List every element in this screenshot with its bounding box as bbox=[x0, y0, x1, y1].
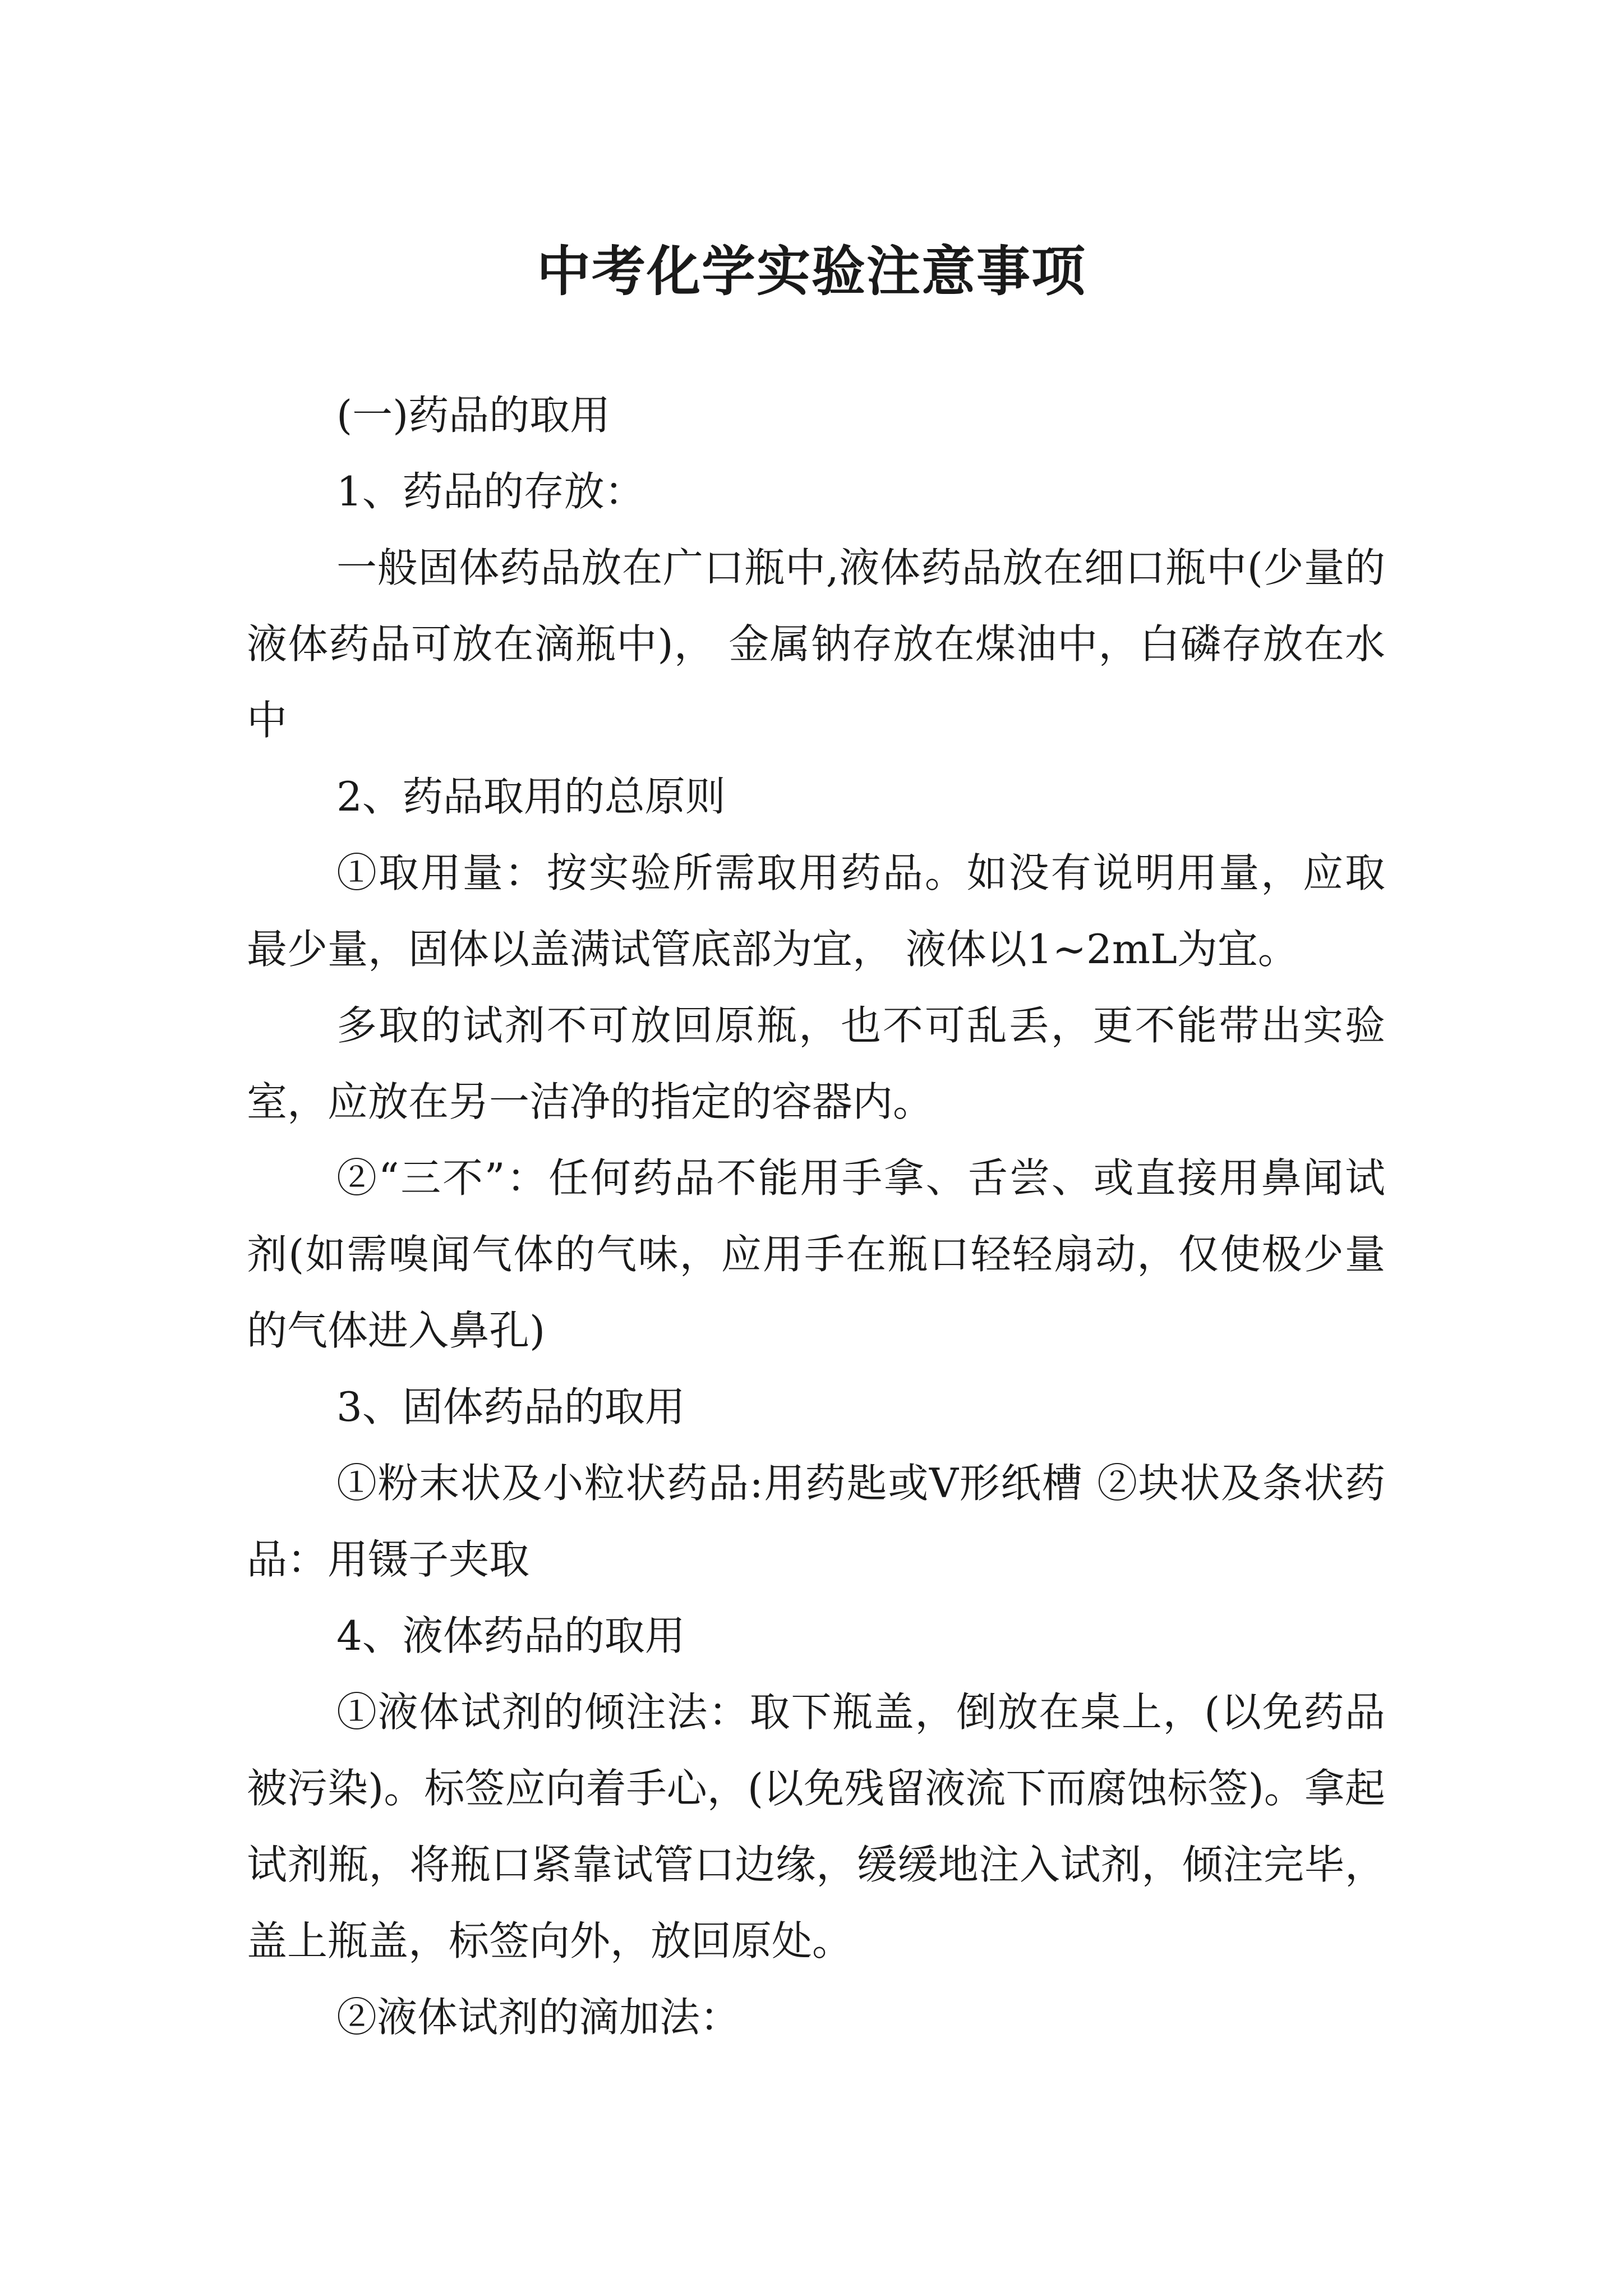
paragraph-pouring-method: ①液体试剂的倾注法：取下瓶盖，倒放在桌上，(以免药品被污染)。标签应向着手心，(以免残留液流下而腐蚀标签)。拿起试剂瓶，将瓶口紧靠试管口边缘，缓缓地注入试剂，倾注完毕，盖上瓶盖，标签向外，放回原处。 bbox=[247, 1688, 1385, 1964]
subheading-solid-reagents: 3、固体药品的取用 bbox=[336, 1383, 685, 1430]
subheading-general-principles: 2、药品取用的总原则 bbox=[336, 773, 726, 820]
paragraph-dosage-rule: ①取用量：按实验所需取用药品。如没有说明用量，应取最少量，固体以盖满试管底部为宜， 液体以1~2mL为宜。 bbox=[247, 849, 1385, 973]
page-title: 中考化学实验注意事项 bbox=[537, 240, 1086, 303]
paragraph-solid-methods: ①粉末状及小粒状药品:用药匙或V形纸槽 ②块状及条状药品：用镊子夹取 bbox=[247, 1460, 1385, 1583]
paragraph-excess-reagent: 多取的试剂不可放回原瓶，也不可乱丢，更不能带出实验室，应放在另一洁净的指定的容器内。 bbox=[247, 1002, 1385, 1125]
paragraph-storage-rules: 一般固体药品放在广口瓶中,液体药品放在细口瓶中(少量的液体药品可放在滴瓶中)， 金属钠存放在煤油中，白磷存放在水中 bbox=[247, 544, 1385, 744]
paragraph-dropping-method: ②液体试剂的滴加法： bbox=[336, 1994, 741, 2041]
subheading-drug-storage: 1、药品的存放： bbox=[336, 468, 645, 515]
document-body bbox=[247, 377, 1385, 2055]
paragraph-three-nots: ②“三不”：任何药品不能用手拿、舌尝、或直接用鼻闻试剂(如需嗅闻气体的气味，应用手在瓶口轻轻扇动，仅使极少量的气体进入鼻孔) bbox=[247, 1154, 1385, 1354]
subheading-liquid-reagents: 4、液体药品的取用 bbox=[336, 1612, 685, 1659]
section-heading-drug-handling: (一)药品的取用 bbox=[336, 392, 611, 439]
